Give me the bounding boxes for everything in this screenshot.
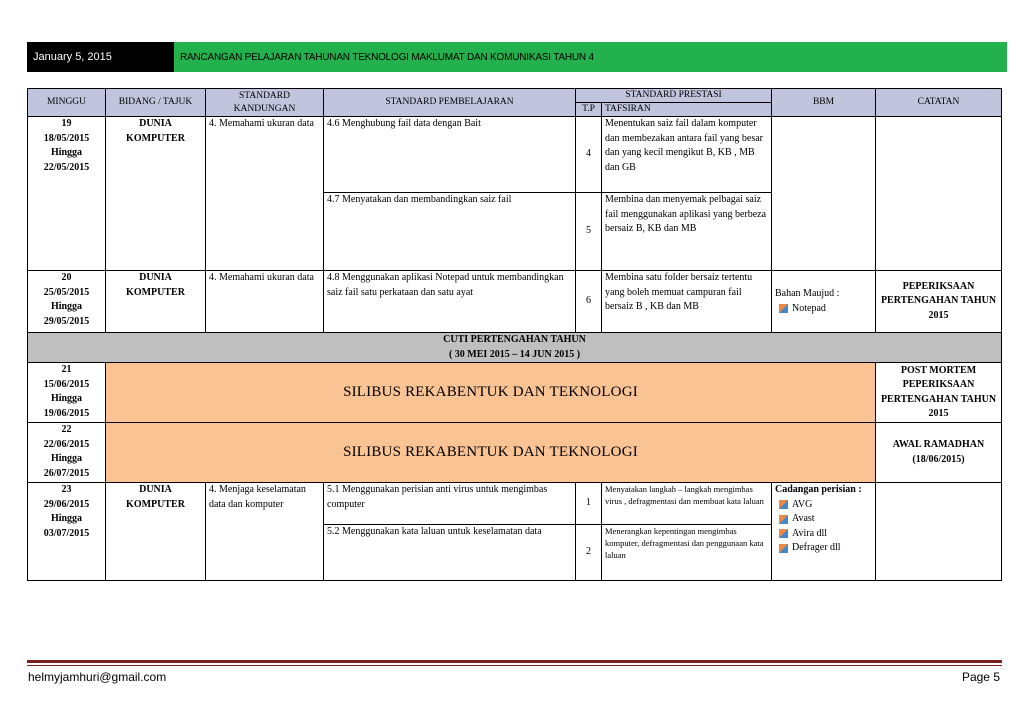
footer-email: helmyjamhuri@gmail.com — [28, 670, 167, 684]
bullet-icon — [779, 500, 788, 509]
bullet-icon — [779, 544, 788, 553]
header-date: January 5, 2015 — [27, 42, 174, 72]
bullet-icon — [779, 515, 788, 524]
tafsiran-cell: Membina dan menyemak pelbagai saiz fail menggunakan aplikasi yang berbeza bersaiz B, KB dan MB — [602, 193, 772, 271]
lesson-plan-table — [27, 88, 1002, 581]
col-tafsiran: TAFSIRAN — [602, 103, 772, 117]
bbm-cell: Cadangan perisian : AVG Avast Avira dll Defrager dll — [772, 483, 876, 581]
footer-divider — [27, 660, 1002, 663]
kandungan-cell: 4. Menjaga keselamatan data dan komputer — [206, 483, 324, 581]
table-row — [28, 271, 1002, 333]
col-prestasi: STANDARD PRESTASI — [576, 89, 772, 103]
table-row — [28, 423, 1002, 483]
col-minggu: MINGGU — [28, 89, 106, 117]
tafsiran-cell: Menentukan saiz fail dalam komputer dan membezakan antara fail yang besar dan yang kecil mengikut B, KB , MB dan GB — [602, 117, 772, 193]
kandungan-cell: 4. Memahami ukuran data — [206, 117, 324, 271]
page-header — [27, 42, 1007, 72]
tp-cell: 6 — [576, 271, 602, 333]
col-bbm: BBM — [772, 89, 876, 117]
table-row — [28, 117, 1002, 193]
bullet-icon — [779, 304, 788, 313]
week-cell: 22 22/06/2015 Hingga 26/07/2015 — [28, 423, 106, 483]
table-row — [28, 363, 1002, 423]
tp-cell: 2 — [576, 525, 602, 581]
catatan-cell: PEPERIKSAAN PERTENGAHAN TAHUN 2015 — [876, 271, 1002, 333]
catatan-cell — [876, 483, 1002, 581]
pembelajaran-cell: 4.8 Menggunakan aplikasi Notepad untuk membandingkan saiz fail satu perkataan dan satu ayat — [324, 271, 576, 333]
catatan-cell: AWAL RAMADHAN (18/06/2015) — [876, 423, 1002, 483]
header-title: RANCANGAN PELAJARAN TAHUNAN TEKNOLOGI MAKLUMAT DAN KOMUNIKASI TAHUN 4 — [174, 42, 1007, 72]
col-pembelajaran: STANDARD PEMBELAJARAN — [324, 89, 576, 117]
col-tp: T.P — [576, 103, 602, 117]
catatan-cell — [876, 117, 1002, 271]
week-cell: 20 25/05/2015 Hingga 29/05/2015 — [28, 271, 106, 333]
cuti-row — [28, 333, 1002, 363]
cuti-cell: CUTI PERTENGAHAN TAHUN ( 30 MEI 2015 – 14 JUN 2015 ) — [28, 333, 1002, 363]
tp-cell: 4 — [576, 117, 602, 193]
col-kandungan: STANDARD KANDUNGAN — [206, 89, 324, 117]
pembelajaran-cell: 4.6 Menghubung fail data dengan Bait — [324, 117, 576, 193]
bidang-cell: DUNIA KOMPUTER — [106, 271, 206, 333]
bullet-icon — [779, 529, 788, 538]
tp-cell: 5 — [576, 193, 602, 271]
silibus-cell: SILIBUS REKABENTUK DAN TEKNOLOGI — [106, 363, 876, 423]
tafsiran-cell: Menerangkan kepentingan mengimbas komputer, defragmentasi dan penggunaan kata laluan — [602, 525, 772, 581]
week-cell: 23 29/06/2015 Hingga 03/07/2015 — [28, 483, 106, 581]
pembelajaran-cell: 5.2 Menggunakan kata laluan untuk keselamatan data — [324, 525, 576, 581]
week-cell: 21 15/06/2015 Hingga 19/06/2015 — [28, 363, 106, 423]
table-header-row — [28, 89, 1002, 103]
footer-divider-thin — [27, 665, 1002, 666]
col-bidang: BIDANG / TAJUK — [106, 89, 206, 117]
footer-page-number: Page 5 — [961, 670, 1000, 684]
silibus-cell: SILIBUS REKABENTUK DAN TEKNOLOGI — [106, 423, 876, 483]
tafsiran-cell: Membina satu folder bersaiz tertentu yang boleh memuat campuran fail bersaiz B , KB dan MB — [602, 271, 772, 333]
tp-cell: 1 — [576, 483, 602, 525]
catatan-cell: POST MORTEM PEPERIKSAAN PERTENGAHAN TAHUN 2015 — [876, 363, 1002, 423]
bbm-cell: Bahan Maujud : Notepad — [772, 271, 876, 333]
pembelajaran-cell: 4.7 Menyatakan dan membandingkan saiz fail — [324, 193, 576, 271]
table-row — [28, 483, 1002, 525]
pembelajaran-cell: 5.1 Menggunakan perisian anti virus untuk mengimbas computer — [324, 483, 576, 525]
week-cell: 19 18/05/2015 Hingga 22/05/2015 — [28, 117, 106, 271]
bidang-cell: DUNIA KOMPUTER — [106, 117, 206, 271]
bbm-cell — [772, 117, 876, 271]
bidang-cell: DUNIA KOMPUTER — [106, 483, 206, 581]
kandungan-cell: 4. Memahami ukuran data — [206, 271, 324, 333]
col-catatan: CATATAN — [876, 89, 1002, 117]
tafsiran-cell: Menyatakan langkah – langkah mengimbas virus , defragmentasi dan membuat kata laluan — [602, 483, 772, 525]
